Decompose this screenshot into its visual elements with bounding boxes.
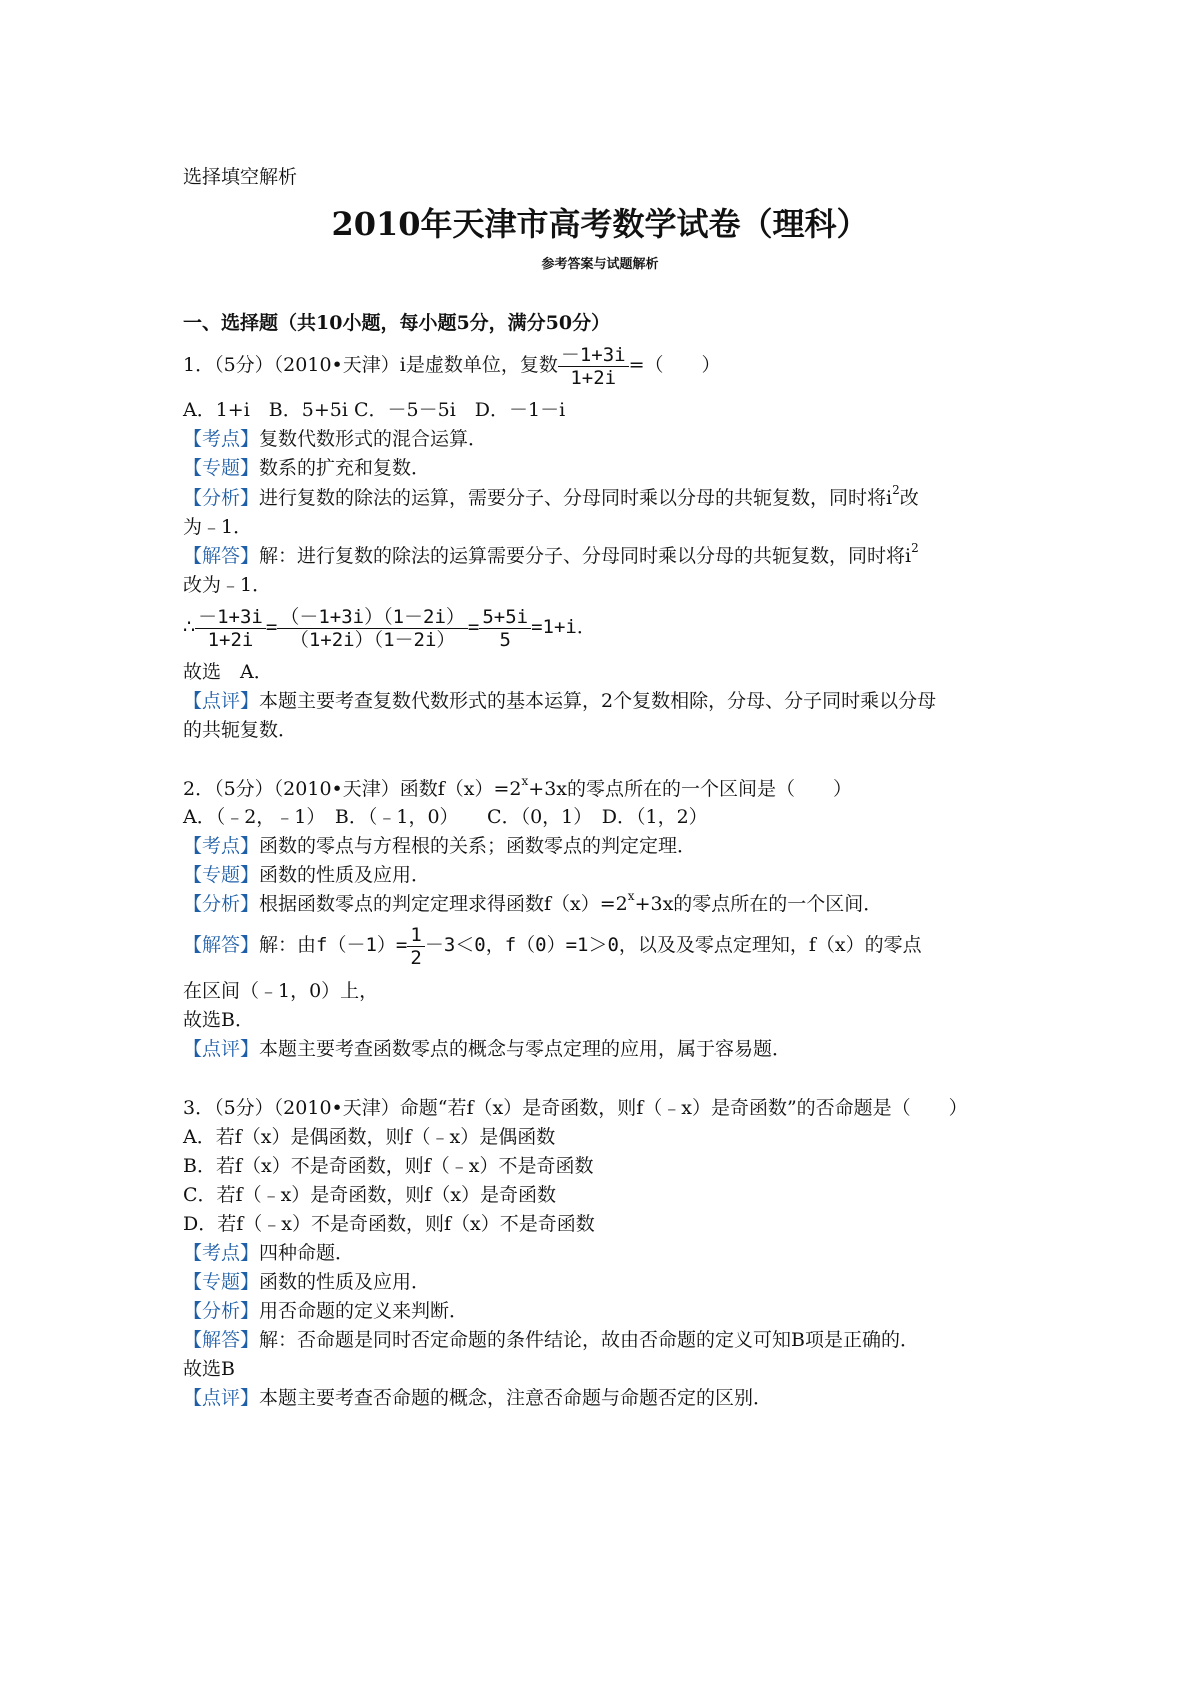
q2-jieda [183, 920, 922, 970]
q3-kaodian [183, 1239, 354, 1267]
q2-jieda-pre: 解：由 [259, 934, 317, 956]
q1-zhuanti-text: 数系的扩充和复数． [259, 457, 431, 479]
q2-half-den: 2 [410, 946, 422, 969]
q2-jieda-math-1: f（－1）= [316, 934, 408, 956]
q1-kaodian [183, 425, 487, 453]
q1-fenxi [183, 484, 919, 512]
q1-fenxi-sup: 2 [892, 482, 900, 497]
kaodian-tag: 【考点】 [183, 1242, 260, 1264]
q1-jieda [183, 542, 919, 570]
q3-option-a: A．若f（x）是偶函数，则f（﹣x）是偶函数 [183, 1126, 556, 1148]
q1-calculation [183, 602, 596, 652]
q1-fraction [558, 344, 629, 389]
q1-jieda-text: 解：进行复数的除法的运算需要分子、分母同时乘以分母的共轭复数，同时将i [259, 545, 912, 567]
fenxi-tag: 【分析】 [183, 487, 260, 509]
q3-option-d: D．若f（﹣x）不是奇函数，则f（x）不是奇函数 [183, 1213, 595, 1235]
calc-fraction-1 [195, 606, 266, 651]
q3-option-b: B．若f（x）不是奇函数，则f（﹣x）不是奇函数 [183, 1155, 594, 1177]
q3-kaodian-text: 四种命题． [259, 1242, 355, 1264]
q2-jieda-post: ，以及及零点定理知，f（x）的零点 [618, 934, 922, 956]
q3-dianping-text: 本题主要考查否命题的概念，注意否命题与命题否定的区别． [259, 1387, 773, 1409]
q2-jieda-cont: 在区间（﹣1，0）上， [183, 980, 379, 1002]
jieda-tag: 【解答】 [183, 1329, 260, 1351]
q2-stem-a: 2．（5分）（2010•天津）函数f（x）=2 [183, 778, 522, 800]
calc-f1-num: －1+3i [195, 606, 266, 629]
calc-eq-2: = [467, 616, 480, 638]
therefore-symbol: ∴ [183, 616, 196, 638]
q2-stem [183, 775, 852, 803]
q3-jieda-text: 解：否命题是同时否定命题的条件结论，故由否命题的定义可知B项是正确的． [259, 1329, 919, 1351]
dianping-tag: 【点评】 [183, 1038, 260, 1060]
q2-half-num: 1 [407, 924, 424, 947]
calc-fraction-2 [277, 606, 468, 651]
calc-f3-num: 5+5i [479, 606, 531, 629]
page-subtitle: 参考答案与试题解析 [541, 257, 659, 272]
q2-half-fraction [407, 924, 424, 969]
q2-fenxi-a: 根据函数零点的判定定理求得函数f（x）=2 [259, 893, 628, 915]
q1-frac-num: －1+3i [558, 344, 629, 367]
zhuanti-tag: 【专题】 [183, 864, 260, 886]
q3-zhuanti-text: 函数的性质及应用． [259, 1271, 431, 1293]
q3-dianping [183, 1384, 772, 1412]
kaodian-tag: 【考点】 [183, 428, 260, 450]
fenxi-tag: 【分析】 [183, 1300, 260, 1322]
q2-options: A．（﹣2，﹣1） B．（﹣1，0） C．（0，1） D．（1，2） [183, 806, 708, 828]
q2-jieda-math-2: －3＜0，f（0）=1＞0 [424, 934, 619, 956]
q1-answer: 故选 A． [183, 661, 273, 683]
calc-f1-den: 1+2i [207, 628, 254, 651]
q1-dianping-cont: 的共轭复数． [183, 719, 298, 741]
fenxi-tag: 【分析】 [183, 893, 260, 915]
q1-jieda-cont: 改为﹣1． [183, 574, 272, 596]
q2-zhuanti-text: 函数的性质及应用． [259, 864, 431, 886]
zhuanti-tag: 【专题】 [183, 1271, 260, 1293]
q2-stem-sup: x [521, 773, 529, 788]
q3-answer: 故选B [183, 1358, 235, 1380]
q1-options: A．1+i B．5+5i C．－5－5i D．－1－i [183, 399, 566, 421]
header-label: 选择填空解析 [183, 166, 298, 188]
q1-frac-den: 1+2i [570, 366, 617, 389]
calc-f2-num: （－1+3i）（1－2i） [277, 606, 468, 629]
calc-f2-den: （1+2i）（1－2i） [289, 628, 456, 651]
q3-fenxi [183, 1297, 468, 1325]
q3-zhuanti [183, 1268, 430, 1296]
q3-stem: 3．（5分）（2010•天津）命题“若f（x）是奇函数，则f（﹣x）是奇函数”的否命题是（ ） [183, 1097, 968, 1119]
q2-fenxi-sup: x [627, 888, 635, 903]
q2-kaodian-text: 函数的零点与方程根的关系；函数零点的判定定理． [259, 835, 697, 857]
q2-kaodian [183, 832, 696, 860]
q1-dianping [183, 687, 936, 715]
jieda-tag: 【解答】 [183, 545, 260, 567]
q1-kaodian-text: 复数代数形式的混合运算． [259, 428, 488, 450]
q1-fenxi-text: 进行复数的除法的运算，需要分子、分母同时乘以分母的共轭复数，同时将i [259, 487, 893, 509]
q2-fenxi-b: +3x的零点所在的一个区间． [634, 893, 883, 915]
kaodian-tag: 【考点】 [183, 835, 260, 857]
q1-jieda-sup: 2 [911, 540, 919, 555]
q1-dianping-text: 本题主要考查复数代数形式的基本运算，2个复数相除，分母、分子同时乘以分母 [259, 690, 937, 712]
calc-eq-1: = [265, 616, 278, 638]
calc-f3-den: 5 [499, 628, 511, 651]
page-title: 2010年天津市高考数学试卷（理科） [331, 205, 869, 243]
q3-jieda [183, 1326, 919, 1354]
zhuanti-tag: 【专题】 [183, 457, 260, 479]
q2-answer: 故选B． [183, 1009, 254, 1031]
jieda-tag: 【解答】 [183, 934, 260, 956]
q1-fenxi-cont: 为﹣1． [183, 516, 253, 538]
q1-zhuanti [183, 454, 430, 482]
q2-fenxi [183, 890, 882, 918]
section-heading: 一、选择题（共10小题，每小题5分，满分50分） [183, 312, 611, 334]
calc-end: =1+i． [531, 616, 596, 638]
q3-option-c: C．若f（﹣x）是奇函数，则f（x）是奇函数 [183, 1184, 557, 1206]
dianping-tag: 【点评】 [183, 690, 260, 712]
q1-stem-pre: 1．（5分）（2010•天津）i是虚数单位，复数 [183, 354, 558, 376]
q1-stem-post: =（ ） [628, 354, 721, 376]
q2-stem-b: +3x的零点所在的一个区间是（ ） [528, 778, 853, 800]
q2-zhuanti [183, 861, 430, 889]
q1-fenxi-text-b: 改 [899, 487, 919, 509]
dianping-tag: 【点评】 [183, 1387, 260, 1409]
calc-fraction-3 [479, 606, 531, 651]
q1-stem [183, 340, 721, 390]
q3-fenxi-text: 用否命题的定义来判断． [259, 1300, 469, 1322]
q2-dianping-text: 本题主要考查函数零点的概念与零点定理的应用，属于容易题． [259, 1038, 792, 1060]
q2-dianping [183, 1035, 791, 1063]
